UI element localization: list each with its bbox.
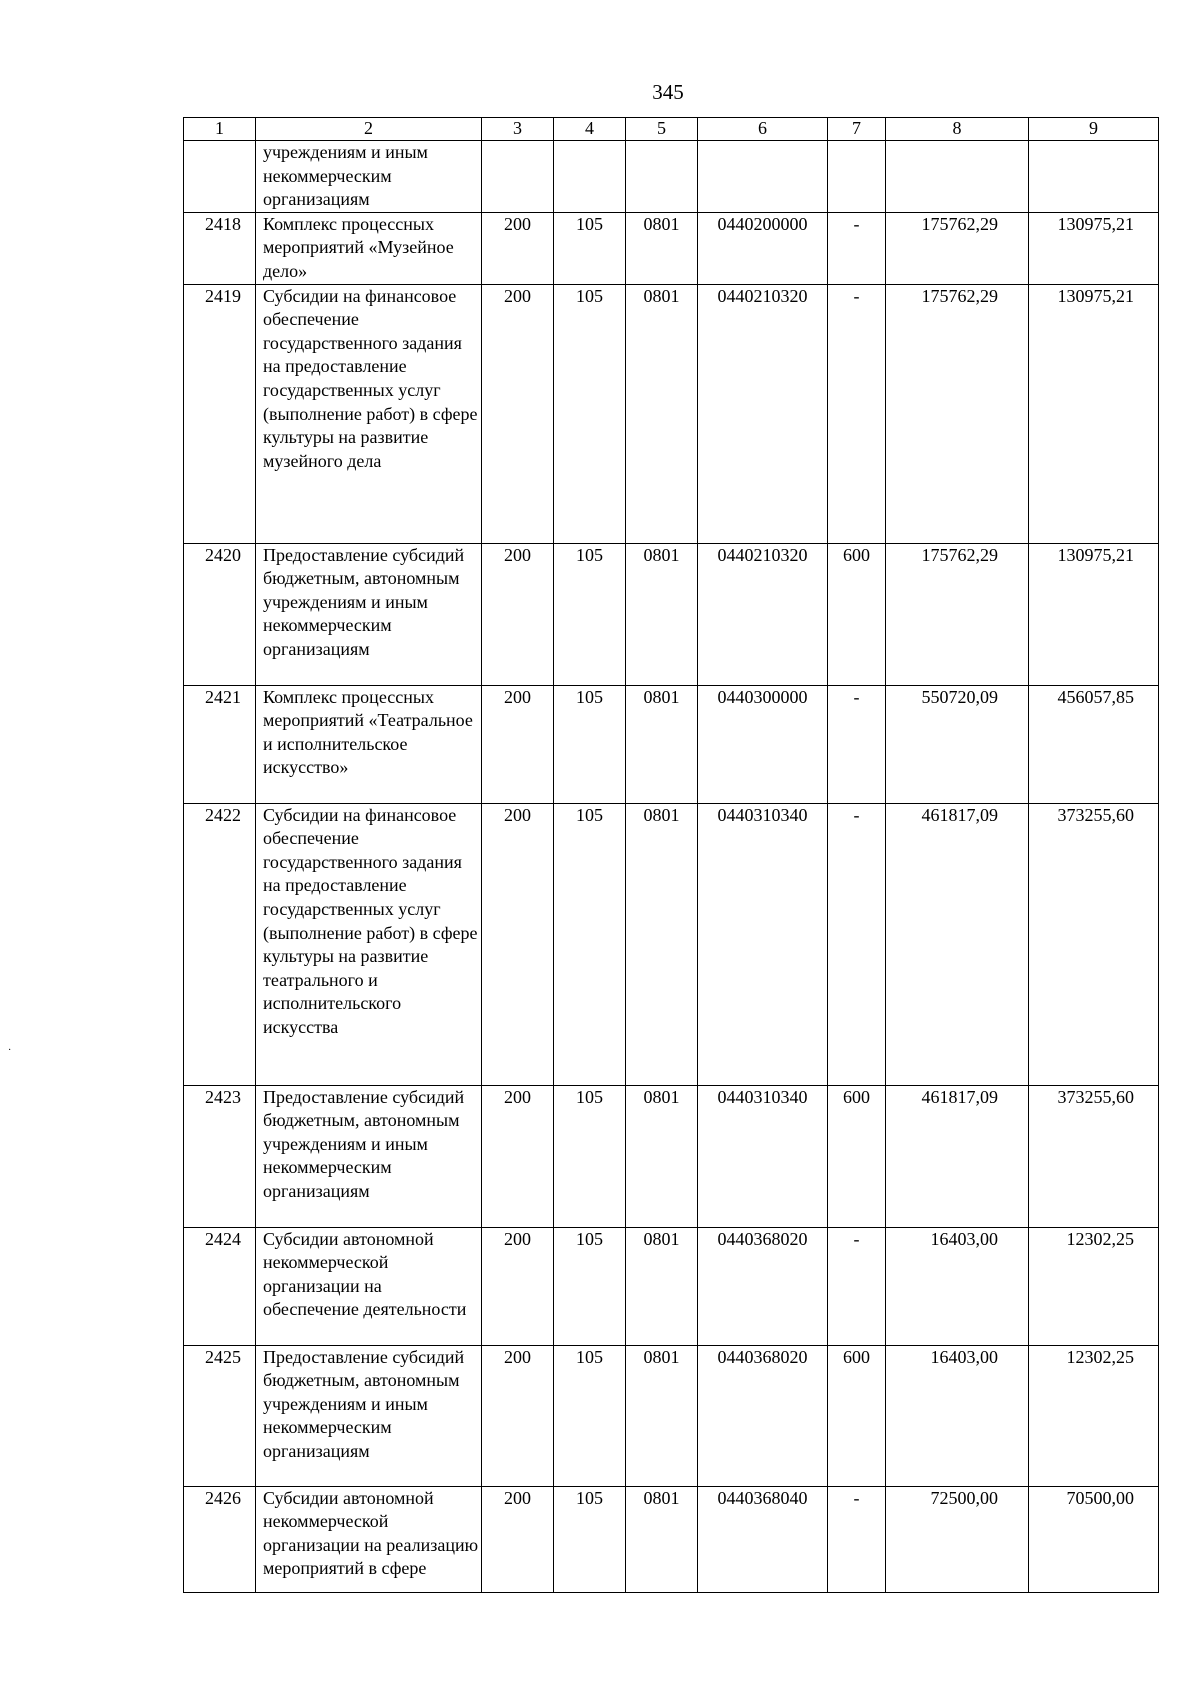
cell-col8: 175762,29 <box>886 212 1029 284</box>
margin-dot: · <box>8 1045 12 1056</box>
cell-col9: 130975,21 <box>1029 212 1159 284</box>
cell-col8: 461817,09 <box>886 1085 1029 1227</box>
cell-col4: 105 <box>554 1486 626 1592</box>
cell-col6: 0440300000 <box>698 685 828 803</box>
cell-col3: 200 <box>482 1486 554 1592</box>
row-name: Предоставление субсидий бюджетным, автономным учреждениям и иным некоммерческим организациям <box>256 1345 482 1486</box>
cell-col6 <box>698 141 828 213</box>
cell-col3: 200 <box>482 1085 554 1227</box>
cell-col8: 16403,00 <box>886 1227 1029 1345</box>
cell-col9: 70500,00 <box>1029 1486 1159 1592</box>
cell-col7: - <box>828 1486 886 1592</box>
cell-col6: 0440368020 <box>698 1227 828 1345</box>
cell-col7 <box>828 141 886 213</box>
column-header: 2 <box>256 118 482 141</box>
cell-col5: 0801 <box>626 685 698 803</box>
row-name: Комплекс процессных мероприятий «Театральное и исполнительское искусство» <box>256 685 482 803</box>
cell-col6: 0440210320 <box>698 284 828 543</box>
row-number: 2419 <box>184 284 256 543</box>
table-row <box>184 284 1159 543</box>
row-number: 2426 <box>184 1486 256 1592</box>
row-number: 2423 <box>184 1085 256 1227</box>
budget-table <box>183 117 1159 1593</box>
row-number: 2425 <box>184 1345 256 1486</box>
cell-col4: 105 <box>554 1227 626 1345</box>
cell-col9: 373255,60 <box>1029 1085 1159 1227</box>
table-row <box>184 141 1159 213</box>
cell-col8: 72500,00 <box>886 1486 1029 1592</box>
cell-col9: 12302,25 <box>1029 1227 1159 1345</box>
cell-col5: 0801 <box>626 1227 698 1345</box>
cell-col7: - <box>828 803 886 1085</box>
cell-col4: 105 <box>554 803 626 1085</box>
row-number: 2421 <box>184 685 256 803</box>
cell-col5 <box>626 141 698 213</box>
cell-col5: 0801 <box>626 284 698 543</box>
cell-col8 <box>886 141 1029 213</box>
cell-col7: 600 <box>828 1085 886 1227</box>
cell-col8: 461817,09 <box>886 803 1029 1085</box>
cell-col3: 200 <box>482 1345 554 1486</box>
cell-col7: - <box>828 1227 886 1345</box>
cell-col3: 200 <box>482 284 554 543</box>
cell-col9: 12302,25 <box>1029 1345 1159 1486</box>
cell-col3: 200 <box>482 1227 554 1345</box>
cell-col4: 105 <box>554 543 626 685</box>
cell-col5: 0801 <box>626 803 698 1085</box>
row-name: Субсидии на финансовое обеспечение государственного задания на предоставление государственных услуг (выполнение работ) в сфере культуры на развитие театрального и исполнительского искусства <box>256 803 482 1085</box>
cell-col4: 105 <box>554 212 626 284</box>
row-number: 2420 <box>184 543 256 685</box>
page-number: 345 <box>652 80 684 104</box>
cell-col6: 0440210320 <box>698 543 828 685</box>
cell-col7: - <box>828 284 886 543</box>
column-header: 1 <box>184 118 256 141</box>
column-header: 4 <box>554 118 626 141</box>
table-row <box>184 543 1159 685</box>
cell-col3: 200 <box>482 543 554 685</box>
cell-col7: - <box>828 685 886 803</box>
cell-col8: 16403,00 <box>886 1345 1029 1486</box>
row-name: Комплекс процессных мероприятий «Музейное дело» <box>256 212 482 284</box>
column-header: 8 <box>886 118 1029 141</box>
cell-col4: 105 <box>554 1085 626 1227</box>
cell-col3: 200 <box>482 803 554 1085</box>
cell-col4: 105 <box>554 685 626 803</box>
column-header: 5 <box>626 118 698 141</box>
row-number <box>184 141 256 213</box>
cell-col6: 0440368020 <box>698 1345 828 1486</box>
cell-col6: 0440310340 <box>698 803 828 1085</box>
cell-col7: - <box>828 212 886 284</box>
row-number: 2424 <box>184 1227 256 1345</box>
cell-col3 <box>482 141 554 213</box>
cell-col8: 175762,29 <box>886 543 1029 685</box>
cell-col9: 130975,21 <box>1029 284 1159 543</box>
cell-col9: 130975,21 <box>1029 543 1159 685</box>
column-header: 9 <box>1029 118 1159 141</box>
cell-col9: 373255,60 <box>1029 803 1159 1085</box>
cell-col5: 0801 <box>626 543 698 685</box>
cell-col9 <box>1029 141 1159 213</box>
cell-col5: 0801 <box>626 1345 698 1486</box>
row-name: учреждениям и иным некоммерческим организациям <box>256 141 482 213</box>
table-row <box>184 1227 1159 1345</box>
column-header: 3 <box>482 118 554 141</box>
row-name: Субсидии автономной некоммерческой организации на обеспечение деятельности <box>256 1227 482 1345</box>
cell-col4 <box>554 141 626 213</box>
cell-col4: 105 <box>554 1345 626 1486</box>
cell-col6: 0440368040 <box>698 1486 828 1592</box>
row-name: Субсидии на финансовое обеспечение государственного задания на предоставление государственных услуг (выполнение работ) в сфере культуры на развитие музейного дела <box>256 284 482 543</box>
table-row <box>184 803 1159 1085</box>
table-row <box>184 212 1159 284</box>
cell-col7: 600 <box>828 1345 886 1486</box>
cell-col8: 175762,29 <box>886 284 1029 543</box>
table-row <box>184 685 1159 803</box>
table-row <box>184 1345 1159 1486</box>
row-name: Предоставление субсидий бюджетным, автономным учреждениям и иным некоммерческим организациям <box>256 1085 482 1227</box>
cell-col5: 0801 <box>626 1486 698 1592</box>
row-name: Предоставление субсидий бюджетным, автономным учреждениям и иным некоммерческим организациям <box>256 543 482 685</box>
table-row <box>184 1486 1159 1592</box>
row-number: 2418 <box>184 212 256 284</box>
cell-col7: 600 <box>828 543 886 685</box>
table-row <box>184 1085 1159 1227</box>
cell-col9: 456057,85 <box>1029 685 1159 803</box>
cell-col3: 200 <box>482 212 554 284</box>
cell-col5: 0801 <box>626 1085 698 1227</box>
row-number: 2422 <box>184 803 256 1085</box>
cell-col6: 0440310340 <box>698 1085 828 1227</box>
cell-col8: 550720,09 <box>886 685 1029 803</box>
row-name: Субсидии автономной некоммерческой организации на реализацию мероприятий в сфере <box>256 1486 482 1592</box>
column-header: 6 <box>698 118 828 141</box>
cell-col4: 105 <box>554 284 626 543</box>
column-header: 7 <box>828 118 886 141</box>
cell-col5: 0801 <box>626 212 698 284</box>
cell-col3: 200 <box>482 685 554 803</box>
table-header-row <box>184 118 1159 141</box>
cell-col6: 0440200000 <box>698 212 828 284</box>
